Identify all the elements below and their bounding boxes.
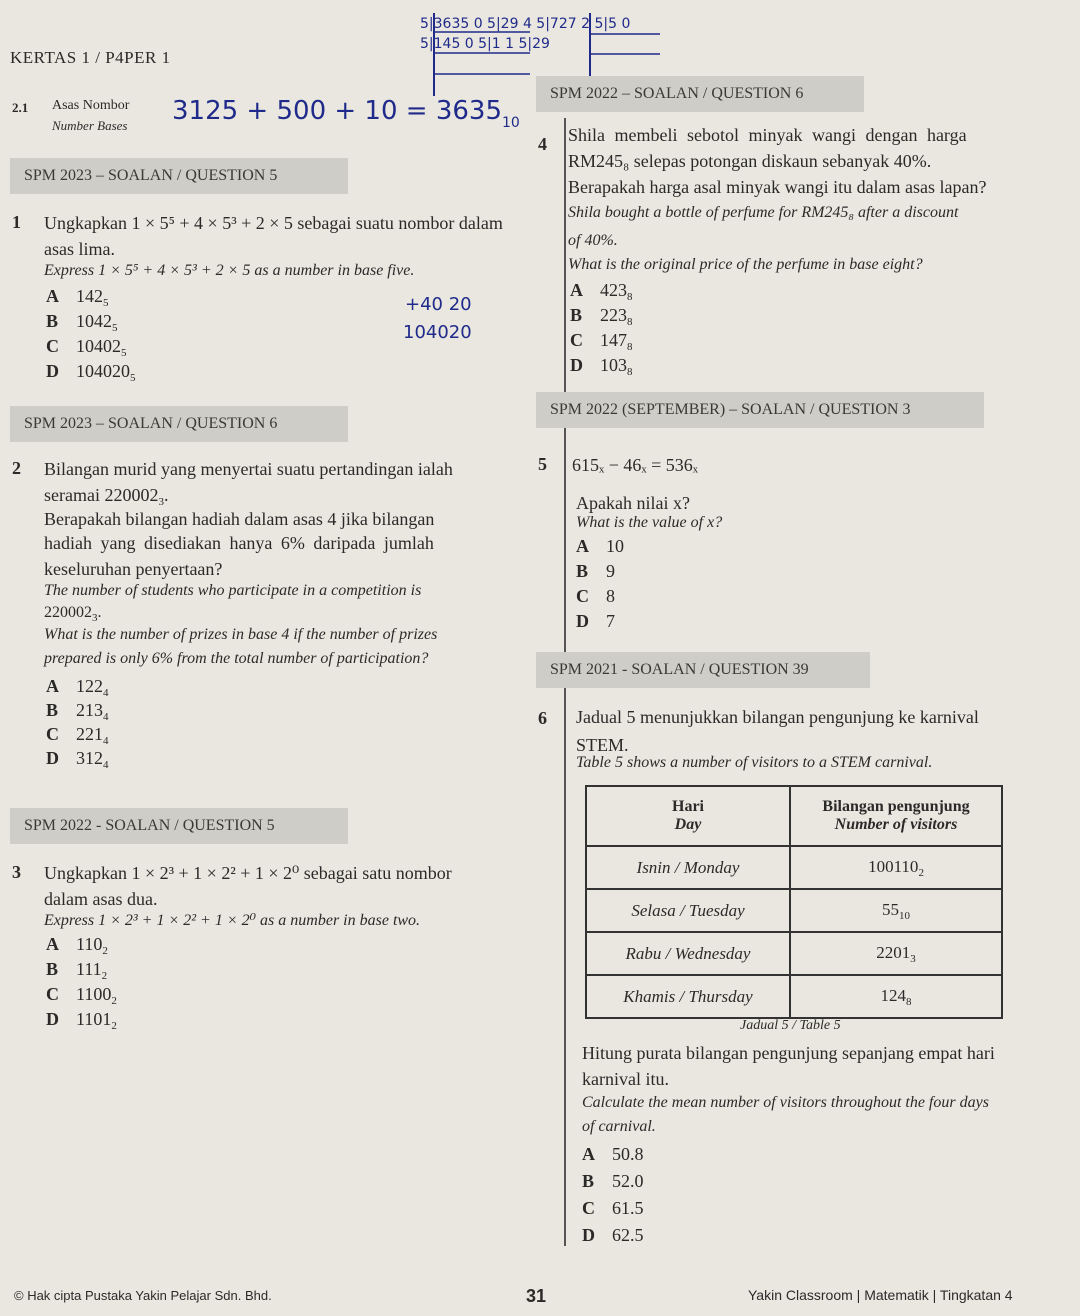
question-6-number: 6 <box>538 708 547 728</box>
option-value: 423 <box>600 280 627 300</box>
question-2-number: 2 <box>12 458 21 478</box>
option-base: 5 <box>121 347 127 359</box>
option-c[interactable] <box>46 984 117 1007</box>
option-c[interactable] <box>46 336 127 359</box>
option-letter: A <box>46 676 59 696</box>
handwritten-work-2: 104020 <box>403 322 472 343</box>
option-base: 8 <box>627 316 633 328</box>
table-row <box>586 932 1002 975</box>
option-letter: A <box>576 536 589 556</box>
option-letter: D <box>576 611 589 631</box>
question-3-text-ms2: dalam asas dua. <box>44 889 158 909</box>
question-2-line2-base: 3 <box>158 496 164 508</box>
option-a[interactable] <box>582 1144 644 1165</box>
option-letter: D <box>46 1009 59 1029</box>
option-letter: C <box>576 586 589 606</box>
question-6-line1: Jadual 5 menunjukkan bilangan pengunjung ke karnival <box>576 707 979 727</box>
option-letter: B <box>46 311 59 331</box>
option-value: 312 <box>76 748 103 768</box>
option-value: 9 <box>606 561 615 581</box>
table-row <box>586 889 1002 932</box>
table-row <box>586 846 1002 889</box>
header-visitors-en: Number of visitors <box>834 816 958 833</box>
question-2-en1: The number of students who participate in a competition is <box>44 582 422 599</box>
option-value: 62.5 <box>612 1225 644 1245</box>
option-base: 8 <box>627 366 633 378</box>
question-5-equation: 615ₓ − 46ₓ = 536ₓ <box>572 455 698 475</box>
option-letter: C <box>46 724 59 744</box>
question-6-en4: of carnival. <box>582 1118 656 1135</box>
table-cell-visitors <box>790 889 1002 932</box>
banner-spm2021-q39: SPM 2021 - SOALAN / QUESTION 39 <box>536 652 870 688</box>
table-header-day <box>586 786 790 846</box>
option-b[interactable] <box>46 311 118 334</box>
header-day-en: Day <box>674 816 702 833</box>
visitors-base: 10 <box>899 909 910 922</box>
section-number: 2.1 <box>12 100 29 115</box>
question-3-number: 3 <box>12 862 21 882</box>
footer-copyright: © Hak cipta Pustaka Yakin Pelajar Sdn. Bhd. <box>14 1288 272 1303</box>
question-6-line3: Hitung purata bilangan pengunjung sepanjang empat hari <box>582 1043 995 1063</box>
visitors-table <box>585 785 1003 1019</box>
option-base: 2 <box>101 970 108 982</box>
table-cell-day: Selasa / Tuesday <box>586 889 790 932</box>
option-d[interactable] <box>46 1009 117 1032</box>
question-2-line2-text: seramai 220002 <box>44 485 159 505</box>
option-base: 4 <box>103 687 109 699</box>
visitors-value: 2201 <box>876 942 911 962</box>
question-2-en3: What is the number of prizes in base 4 if the number of prizes <box>44 626 438 643</box>
header-visitors-ms: Bilangan pengunjung <box>822 798 970 815</box>
option-d[interactable] <box>582 1225 644 1246</box>
question-3-text-en: Express 1 × 2³ + 1 × 2² + 1 × 2⁰ as a number in base two. <box>44 912 421 929</box>
question-2-line2: seramai $220002_3$. <box>44 485 169 508</box>
visitors-base: 2 <box>918 866 924 879</box>
paper-label: KERTAS 1 / P4PER 1 <box>10 48 171 67</box>
question-3-text-ms: Ungkapkan 1 × 2³ + 1 × 2² + 1 × 2⁰ sebagai satu nombor <box>44 863 452 883</box>
visitors-value: 55 <box>882 899 899 919</box>
banner-spm2022-q5: SPM 2022 - SOALAN / QUESTION 5 <box>10 808 348 844</box>
option-b[interactable] <box>570 305 633 328</box>
option-value: 104020 <box>76 361 130 381</box>
option-b[interactable] <box>46 959 107 982</box>
option-letter: A <box>46 286 59 306</box>
option-value: 110 <box>76 934 103 954</box>
option-value: 213 <box>76 700 103 720</box>
option-letter: B <box>570 305 583 325</box>
option-base: 4 <box>103 735 109 747</box>
option-base: 8 <box>627 291 633 303</box>
option-value: 122 <box>76 676 103 696</box>
visitors-base: 3 <box>910 952 916 965</box>
table-header-visitors <box>790 786 1002 846</box>
handwritten-sum-base: 10 <box>502 115 520 131</box>
question-2-en2: $220002_3$. <box>44 604 102 624</box>
option-b[interactable] <box>576 561 615 582</box>
question-1-text-ms: Ungkapkan 1 × 5⁵ + 4 × 5³ + 2 × 5 sebagai suatu nombor dalam asas lima. <box>44 213 503 259</box>
option-value: 1042 <box>76 311 112 331</box>
option-value: 103 <box>600 355 627 375</box>
option-letter: C <box>46 336 59 356</box>
option-base: 4 <box>103 759 109 771</box>
handwritten-division-text: 5|3635 0 5|29 4 5|727 2 5|5 0 5|145 0 5|1 1 5|29 <box>420 16 631 52</box>
option-b[interactable] <box>46 700 109 723</box>
option-value: 111 <box>76 959 102 979</box>
option-letter: D <box>46 361 59 381</box>
option-d[interactable] <box>46 748 109 771</box>
question-6-en3: Calculate the mean number of visitors throughout the four days <box>582 1094 989 1111</box>
option-value: 61.5 <box>612 1198 644 1218</box>
option-base: 2 <box>111 995 117 1007</box>
option-value: 10 <box>606 536 624 556</box>
table-row <box>586 975 1002 1018</box>
question-4-line1: Shila membeli sebotol minyak wangi dengan harga <box>568 125 967 145</box>
option-a[interactable] <box>570 280 633 303</box>
option-value: 7 <box>606 611 615 631</box>
option-letter: B <box>582 1171 595 1191</box>
option-letter: D <box>582 1225 595 1245</box>
question-6-line4: karnival itu. <box>582 1069 669 1089</box>
option-letter: B <box>576 561 589 581</box>
option-base: 4 <box>103 711 109 723</box>
option-a[interactable] <box>46 934 108 957</box>
option-letter: C <box>46 984 59 1004</box>
option-letter: C <box>570 330 583 350</box>
visitors-value: 100110 <box>868 856 919 876</box>
question-6-en1: Table 5 shows a number of visitors to a STEM carnival. <box>576 754 933 771</box>
question-2-en2-base: 3 <box>92 612 98 624</box>
option-value: 8 <box>606 586 615 606</box>
question-2-en4: prepared is only 6% from the total number of participation? <box>44 650 429 667</box>
question-2-line3: Berapakah bilangan hadiah dalam asas 4 jika bilangan <box>44 509 435 529</box>
table-cell-day: Rabu / Wednesday <box>586 932 790 975</box>
option-letter: D <box>46 748 59 768</box>
option-letter: D <box>570 355 583 375</box>
option-base: 2 <box>102 945 108 957</box>
option-value: 1101 <box>76 1009 112 1029</box>
handwritten-sum <box>172 96 520 131</box>
option-letter: C <box>582 1198 595 1218</box>
option-c[interactable] <box>576 586 615 607</box>
table-cell-day: Khamis / Thursday <box>586 975 790 1018</box>
option-value: 50.8 <box>612 1144 644 1164</box>
option-letter: B <box>46 700 59 720</box>
option-c[interactable] <box>582 1198 644 1219</box>
option-base: 8 <box>627 341 633 353</box>
handwritten-work-1: +40 20 <box>405 294 472 315</box>
footer-brand: Yakin Classroom | Matematik | Tingkatan 4 <box>748 1287 1013 1303</box>
option-a[interactable] <box>576 536 624 557</box>
question-5-number: 5 <box>538 454 547 474</box>
table-body <box>586 846 1002 1018</box>
question-1-text-en: Express 1 × 5⁵ + 4 × 5³ + 2 × 5 as a number in base five. <box>44 262 415 279</box>
option-letter: A <box>570 280 583 300</box>
section-title: Asas Nombor <box>52 98 130 113</box>
option-d[interactable] <box>576 611 615 632</box>
question-5-text-ms: Apakah nilai x? <box>576 493 690 513</box>
question-1-number: 1 <box>12 212 21 232</box>
question-4-en1: Shila bought a bottle of perfume for RM245₈ after a discount <box>568 204 959 221</box>
option-value: 52.0 <box>612 1171 644 1191</box>
banner-spm2022-q6: SPM 2022 – SOALAN / QUESTION 6 <box>536 76 864 112</box>
option-value: 1100 <box>76 984 112 1004</box>
option-value: 142 <box>76 286 103 306</box>
option-value: 223 <box>600 305 627 325</box>
option-b[interactable] <box>582 1171 644 1192</box>
option-letter: B <box>46 959 59 979</box>
option-base: 5 <box>103 297 109 309</box>
table-cell-visitors <box>790 932 1002 975</box>
banner-spm2023-q5: SPM 2023 – SOALAN / QUESTION 5 <box>10 158 348 194</box>
visitors-value: 124 <box>880 985 906 1005</box>
option-c[interactable] <box>570 330 633 353</box>
table-cell-day: Isnin / Monday <box>586 846 790 889</box>
table-cell-visitors <box>790 846 1002 889</box>
question-4-en2: of 40%. <box>568 232 618 249</box>
header-day-ms: Hari <box>672 798 704 815</box>
option-value: 221 <box>76 724 103 744</box>
question-2-line4: hadiah yang disediakan hanya 6% daripada jumlah <box>44 533 434 553</box>
table-header-row <box>586 786 1002 846</box>
question-2-line5: keseluruhan penyertaan? <box>44 559 223 579</box>
option-letter: A <box>582 1144 595 1164</box>
option-base: 5 <box>130 372 136 384</box>
option-value: 10402 <box>76 336 121 356</box>
page-number: 31 <box>526 1286 547 1306</box>
handwritten-sum-text: 3125 + 500 + 10 = 3635 <box>172 96 502 126</box>
question-4-en3: What is the original price of the perfume in base eight? <box>568 256 923 273</box>
option-base: 5 <box>112 322 118 334</box>
option-c[interactable] <box>46 724 109 747</box>
option-d[interactable] <box>570 355 633 378</box>
table-cell-visitors <box>790 975 1002 1018</box>
question-2-line1: Bilangan murid yang menyertai suatu pertandingan ialah <box>44 459 453 479</box>
option-value: 147 <box>600 330 627 350</box>
option-d[interactable] <box>46 361 136 384</box>
question-2-en2-text: 220002 <box>44 604 92 621</box>
option-base: 2 <box>111 1020 117 1032</box>
option-a[interactable] <box>46 676 109 699</box>
banner-spm2022sep-q3: SPM 2022 (SEPTEMBER) – SOALAN / QUESTION 3 <box>536 392 984 428</box>
table-caption: Jadual 5 / Table 5 <box>740 1018 841 1033</box>
question-4-line3: Berapakah harga asal minyak wangi itu dalam asas lapan? <box>568 177 987 197</box>
question-4-number: 4 <box>538 134 547 154</box>
question-6-line2: STEM. <box>576 735 629 755</box>
option-a[interactable] <box>46 286 109 309</box>
question-4-line2: RM245₈ selepas potongan diskaun sebanyak 40%. <box>568 151 932 171</box>
banner-spm2023-q6: SPM 2023 – SOALAN / QUESTION 6 <box>10 406 348 442</box>
section-subtitle: Number Bases <box>52 118 128 133</box>
question-5-text-en: What is the value of x? <box>576 514 723 531</box>
option-letter: A <box>46 934 59 954</box>
visitors-base: 8 <box>906 995 912 1008</box>
